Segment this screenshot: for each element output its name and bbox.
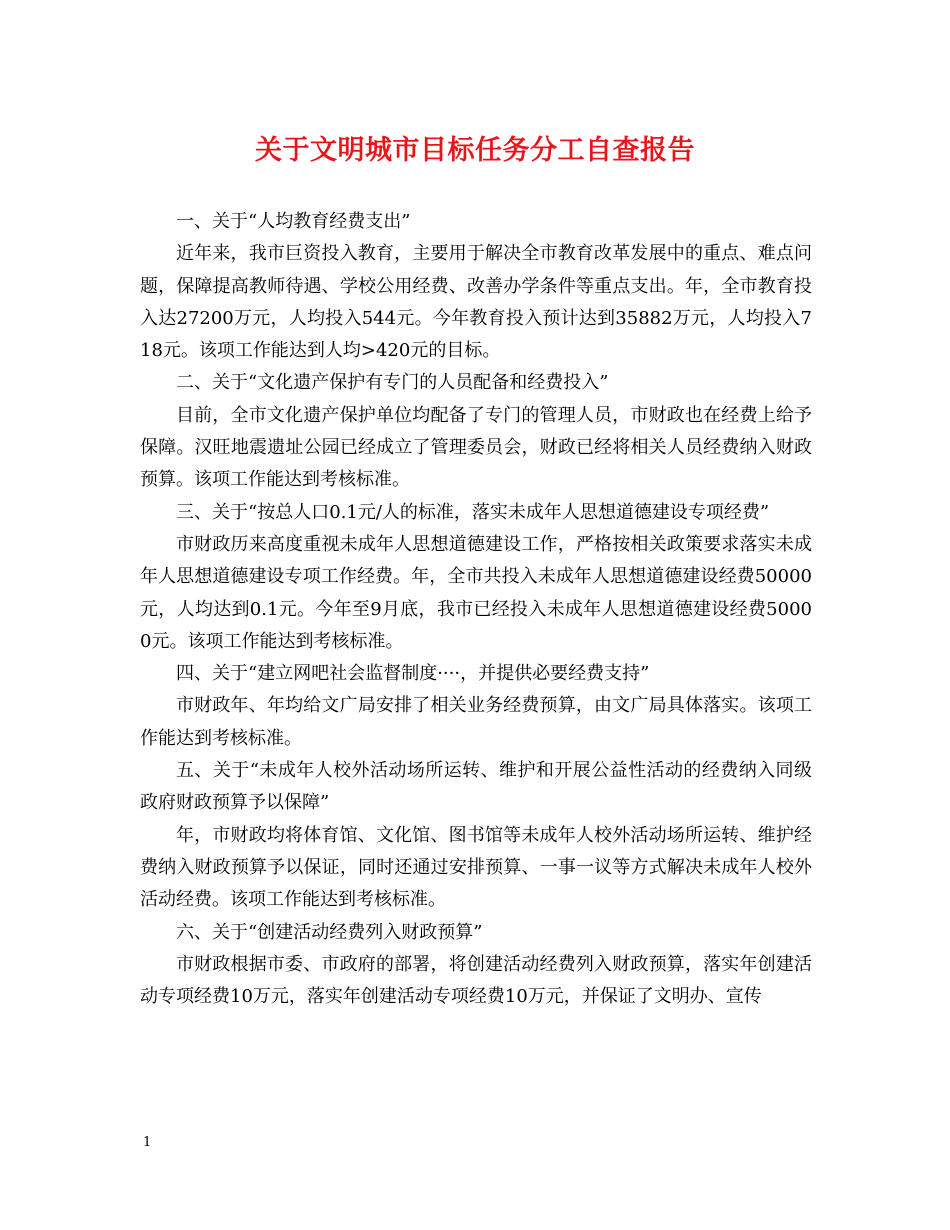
section-heading-6: 六、关于“创建活动经费列入财政预算” bbox=[176, 921, 483, 943]
paragraph: 市财政根据市委、市政府的部署，将创建活动经费列入财政预算，落实年创建活动专项经费10万元，落实年创建活动专项经费10万元，并保证了文明办、宣传 bbox=[140, 953, 812, 1008]
section-heading-4: 四、关于“建立网吧社会监督制度····，并提供必要经费支持” bbox=[176, 663, 650, 685]
paragraph: 目前，全市文化遗产保护单位均配备了专门的管理人员，市财政也在经费上给予保障。汉旺地震遗址公园已经成立了管理委员会，财政已经将相关人员经费纳入财政预算。该项工作能达到考核标准。 bbox=[140, 404, 812, 491]
paragraph: 近年来，我市巨资投入教育，主要用于解决全市教育改革发展中的重点、难点问题，保障提高教师待遇、学校公用经费、改善办学条件等重点支出。年，全市教育投入达27200万元，人均投入544元。今年教育投入预计达到35882万元，人均投入718元。该项工作能达到人均>420元的目标。 bbox=[140, 243, 812, 362]
paragraph: 年，市财政均将体育馆、文化馆、图书馆等未成年人校外活动场所运转、维护经费纳入财政预算予以保证，同时还通过安排预算、一事一议等方式解决未成年人校外活动经费。该项工作能达到考核标准。 bbox=[140, 824, 812, 911]
paragraph: 市财政年、年均给文广局安排了相关业务经费预算，由文广局具体落实。该项工作能达到考核标准。 bbox=[140, 695, 812, 749]
paragraph: 市财政历来高度重视未成年人思想道德建设工作，严格按相关政策要求落实未成年人思想道德建设专项工作经费。年，全市共投入未成年人思想道德建设经费50000元，人均达到0.1元。今年至9月底，我市已经投入未成年人思想道德建设经费50000元。该项工作能达到考核标准。 bbox=[140, 533, 812, 652]
document-body bbox=[140, 206, 812, 1013]
page-number: 1 bbox=[143, 1135, 152, 1150]
section-heading-2: 二、关于“文化遗产保护有专门的人员配备和经费投入” bbox=[176, 372, 609, 394]
section-heading-1: 一、关于“人均教育经费支出” bbox=[176, 211, 411, 232]
section-heading-3: 三、关于“按总人口0.1元/人的标准，落实未成年人思想道德建设专项经费” bbox=[176, 501, 770, 523]
document-title: 关于文明城市目标任务分工自查报告 bbox=[255, 135, 695, 166]
section-heading-5: 五、关于“未成年人校外活动场所运转、维护和开展公益性活动的经费纳入同级政府财政预算予以保障” bbox=[140, 760, 812, 814]
